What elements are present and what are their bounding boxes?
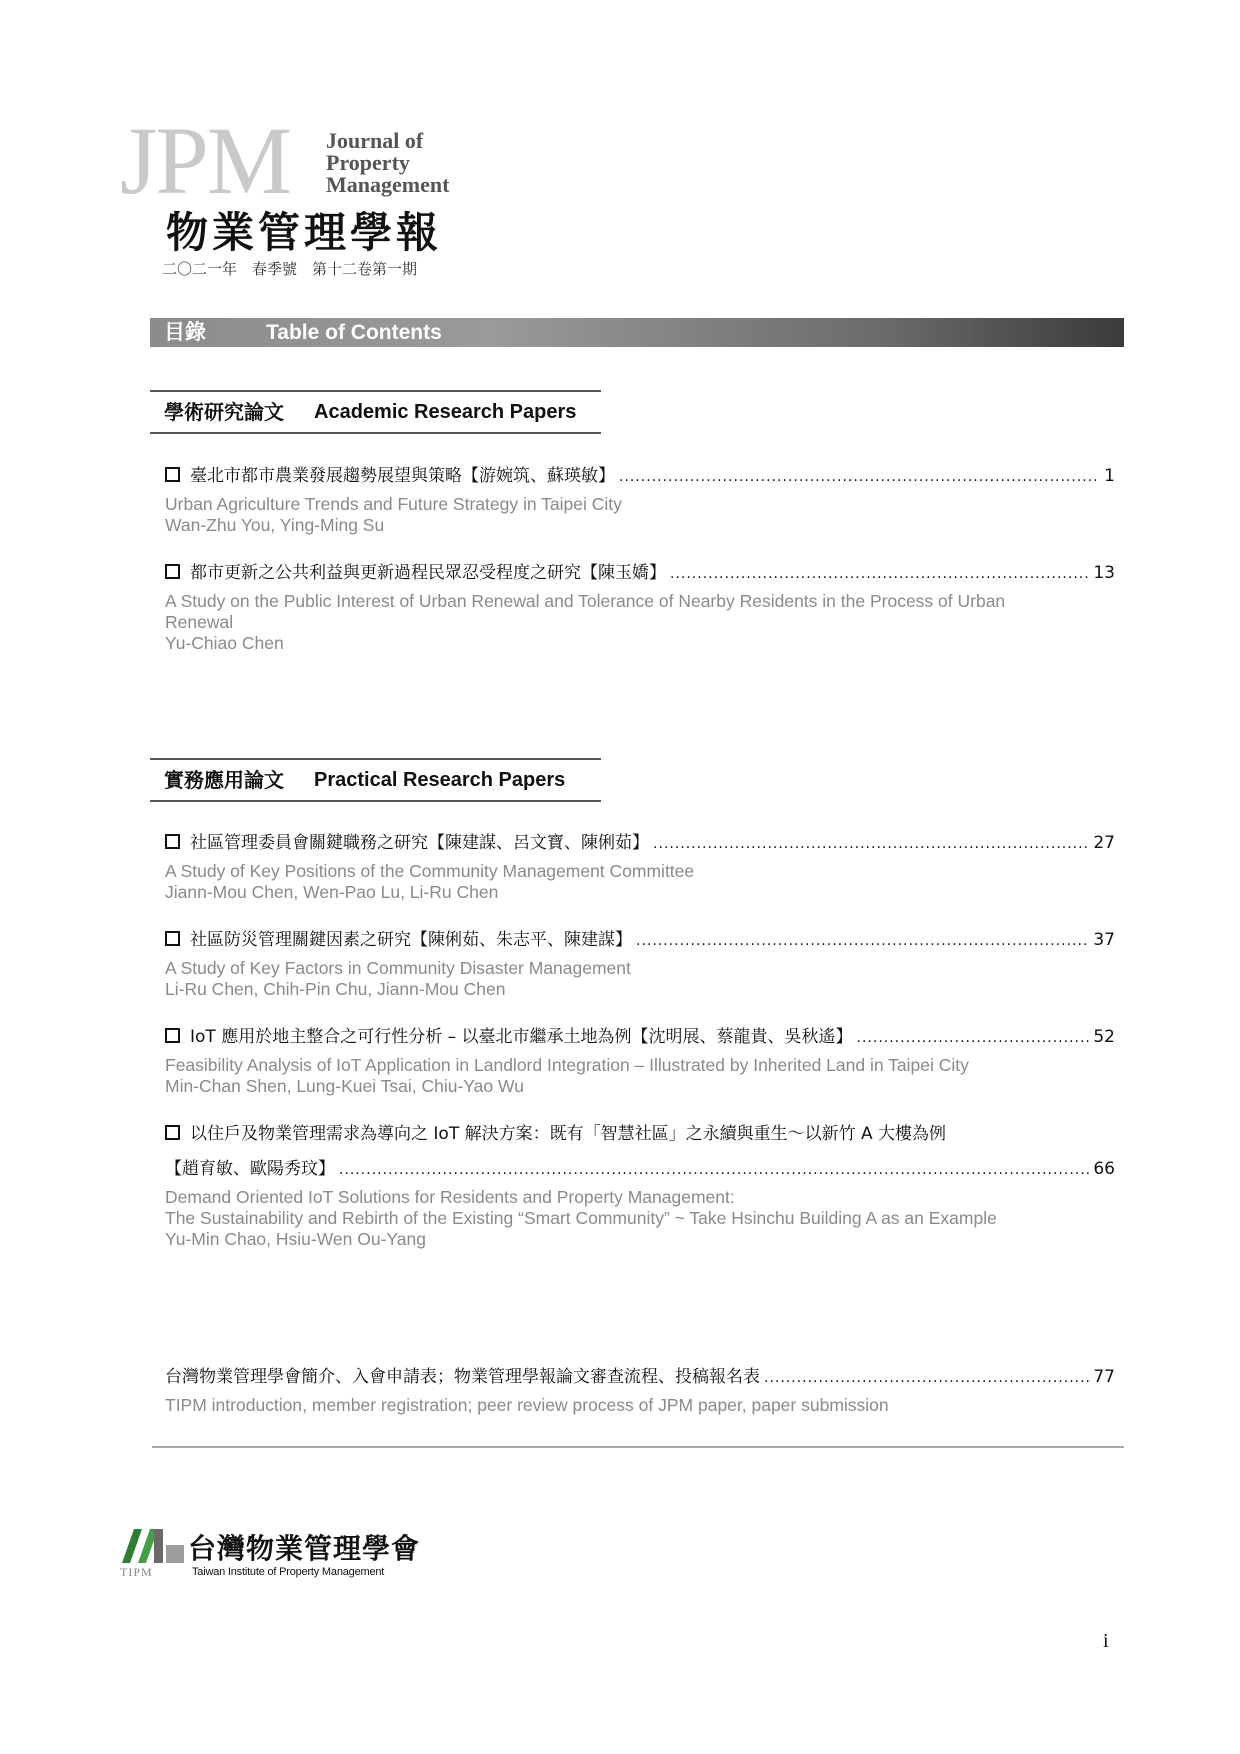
journal-name-zh: 物業管理學報 bbox=[166, 208, 443, 257]
dot-leader bbox=[670, 562, 1089, 586]
entry-authors-en: Min-Chan Shen, Lung-Kuei Tsai, Chiu-Yao Wu bbox=[165, 1076, 524, 1096]
entry-page-number: 52 bbox=[1093, 1027, 1115, 1047]
entry-title-en: Urban Agriculture Trends and Future Strategy in Taipei City bbox=[165, 494, 622, 514]
journal-name-en-line: Management bbox=[326, 172, 450, 197]
entry-authors-en: Yu-Chiao Chen bbox=[165, 633, 284, 653]
entry-title-zh: 都市更新之公共利益與更新過程民眾忍受程度之研究【陳玉嬌】 bbox=[190, 563, 666, 583]
toc-entry[interactable] bbox=[165, 1122, 1115, 1250]
section-title-zh: 實務應用論文 bbox=[164, 768, 284, 792]
section-title-zh: 學術研究論文 bbox=[164, 400, 284, 424]
entry-title-zh: 臺北市都市農業發展趨勢展望與策略【游婉筑、蘇瑛敏】 bbox=[190, 466, 615, 486]
toc-entry-appendix[interactable] bbox=[165, 1365, 1115, 1416]
toc-entry[interactable] bbox=[165, 561, 1115, 654]
entry-title-en-cont: Renewal bbox=[165, 612, 234, 632]
entry-page-number: 66 bbox=[1093, 1159, 1115, 1179]
entry-page-number: 27 bbox=[1093, 833, 1115, 853]
entry-page-number: 13 bbox=[1093, 563, 1115, 583]
entry-authors-en: Yu-Min Chao, Hsiu-Wen Ou-Yang bbox=[165, 1229, 426, 1249]
appendix-title-en: TIPM introduction, member registration; peer review process of JPM paper, paper submission bbox=[165, 1395, 889, 1415]
entry-title-zh: IoT 應用於地主整合之可行性分析 – 以臺北市繼承土地為例【沈明展、蔡龍貴、吳秋遙】 bbox=[190, 1027, 853, 1047]
entry-title-en: A Study of Key Positions of the Community Management Committee bbox=[165, 861, 695, 881]
entry-title-en: Demand Oriented IoT Solutions for Residents and Property Management: bbox=[165, 1187, 735, 1207]
dot-leader bbox=[619, 465, 1100, 489]
entry-authors-en: Wan-Zhu You, Ying-Ming Su bbox=[165, 515, 385, 535]
journal-masthead bbox=[120, 107, 480, 288]
toc-entry[interactable] bbox=[165, 831, 1115, 903]
checkbox-bullet-icon bbox=[165, 1125, 180, 1140]
toc-entry[interactable] bbox=[165, 464, 1115, 536]
section-header-practical bbox=[150, 758, 601, 802]
journal-name-en bbox=[326, 130, 449, 196]
entry-title-en: Feasibility Analysis of IoT Application in Landlord Integration – Illustrated by Inherited Land in Taipei City bbox=[165, 1055, 969, 1075]
entry-title-zh: 社區防災管理關鍵因素之研究【陳俐茹、朱志平、陳建謀】 bbox=[190, 930, 632, 950]
toc-header-bar bbox=[150, 318, 1124, 347]
entry-title-zh: 社區管理委員會關鍵職務之研究【陳建謀、呂文寶、陳俐茹】 bbox=[190, 833, 649, 853]
journal-name-en-line: Property bbox=[326, 150, 410, 175]
entry-title-zh-cont: 【趙育敏、歐陽秀玟】 bbox=[165, 1159, 335, 1179]
appendix-title-zh: 台灣物業管理學會簡介、入會申請表；物業管理學報論文審查流程、投稿報名表 bbox=[165, 1367, 760, 1387]
bottom-divider bbox=[152, 1446, 1124, 1448]
entry-page-number: 37 bbox=[1093, 930, 1115, 950]
toc-entry[interactable] bbox=[165, 1025, 1115, 1097]
checkbox-bullet-icon bbox=[165, 931, 180, 946]
entry-page-number: 77 bbox=[1093, 1367, 1115, 1387]
entry-title-en: A Study of Key Factors in Community Disaster Management bbox=[165, 958, 631, 978]
entry-title-en: A Study on the Public Interest of Urban Renewal and Tolerance of Nearby Residents in the Process of Urban bbox=[165, 591, 1006, 611]
publisher-name-en: Taiwan Institute of Property Management bbox=[192, 1566, 385, 1578]
checkbox-bullet-icon bbox=[165, 1028, 180, 1043]
page-folio: i bbox=[1103, 1630, 1109, 1652]
entry-title-zh: 以住戶及物業管理需求為導向之 IoT 解決方案：既有「智慧社區」之永續與重生～以新竹 A 大樓為例 bbox=[190, 1124, 947, 1144]
tipm-logo-mark-icon bbox=[120, 1525, 186, 1565]
journal-name-en-line: Journal of bbox=[326, 128, 424, 153]
publisher-logo bbox=[120, 1525, 420, 1585]
section-title-en: Academic Research Papers bbox=[314, 401, 577, 423]
toc-header-zh: 目錄 bbox=[164, 320, 206, 344]
section-header-academic bbox=[150, 390, 601, 434]
dot-leader bbox=[653, 832, 1089, 856]
entry-authors-en: Li-Ru Chen, Chih-Pin Chu, Jiann-Mou Chen bbox=[165, 979, 506, 999]
issue-info: 二〇二一年 春季號 第十二卷第一期 bbox=[162, 260, 418, 278]
toc-header-en: Table of Contents bbox=[266, 321, 442, 344]
dot-leader bbox=[764, 1366, 1089, 1390]
entry-title-en-cont: The Sustainability and Rebirth of the Existing “Smart Community” ~ Take Hsinchu Building A as an Example bbox=[165, 1208, 997, 1228]
checkbox-bullet-icon bbox=[165, 834, 180, 849]
checkbox-bullet-icon bbox=[165, 564, 180, 579]
entry-page-number: 1 bbox=[1104, 466, 1115, 486]
entry-authors-en: Jiann-Mou Chen, Wen-Pao Lu, Li-Ru Chen bbox=[165, 882, 499, 902]
publisher-name-zh: 台灣物業管理學會 bbox=[188, 1532, 421, 1565]
toc-entry[interactable] bbox=[165, 928, 1115, 1000]
dot-leader bbox=[857, 1026, 1090, 1050]
dot-leader bbox=[339, 1158, 1089, 1182]
dot-leader bbox=[636, 929, 1089, 953]
section-title-en: Practical Research Papers bbox=[314, 769, 566, 791]
publisher-abbr: TIPM bbox=[120, 1565, 153, 1579]
journal-logo-abbr: JPM bbox=[120, 107, 291, 214]
checkbox-bullet-icon bbox=[165, 467, 180, 482]
